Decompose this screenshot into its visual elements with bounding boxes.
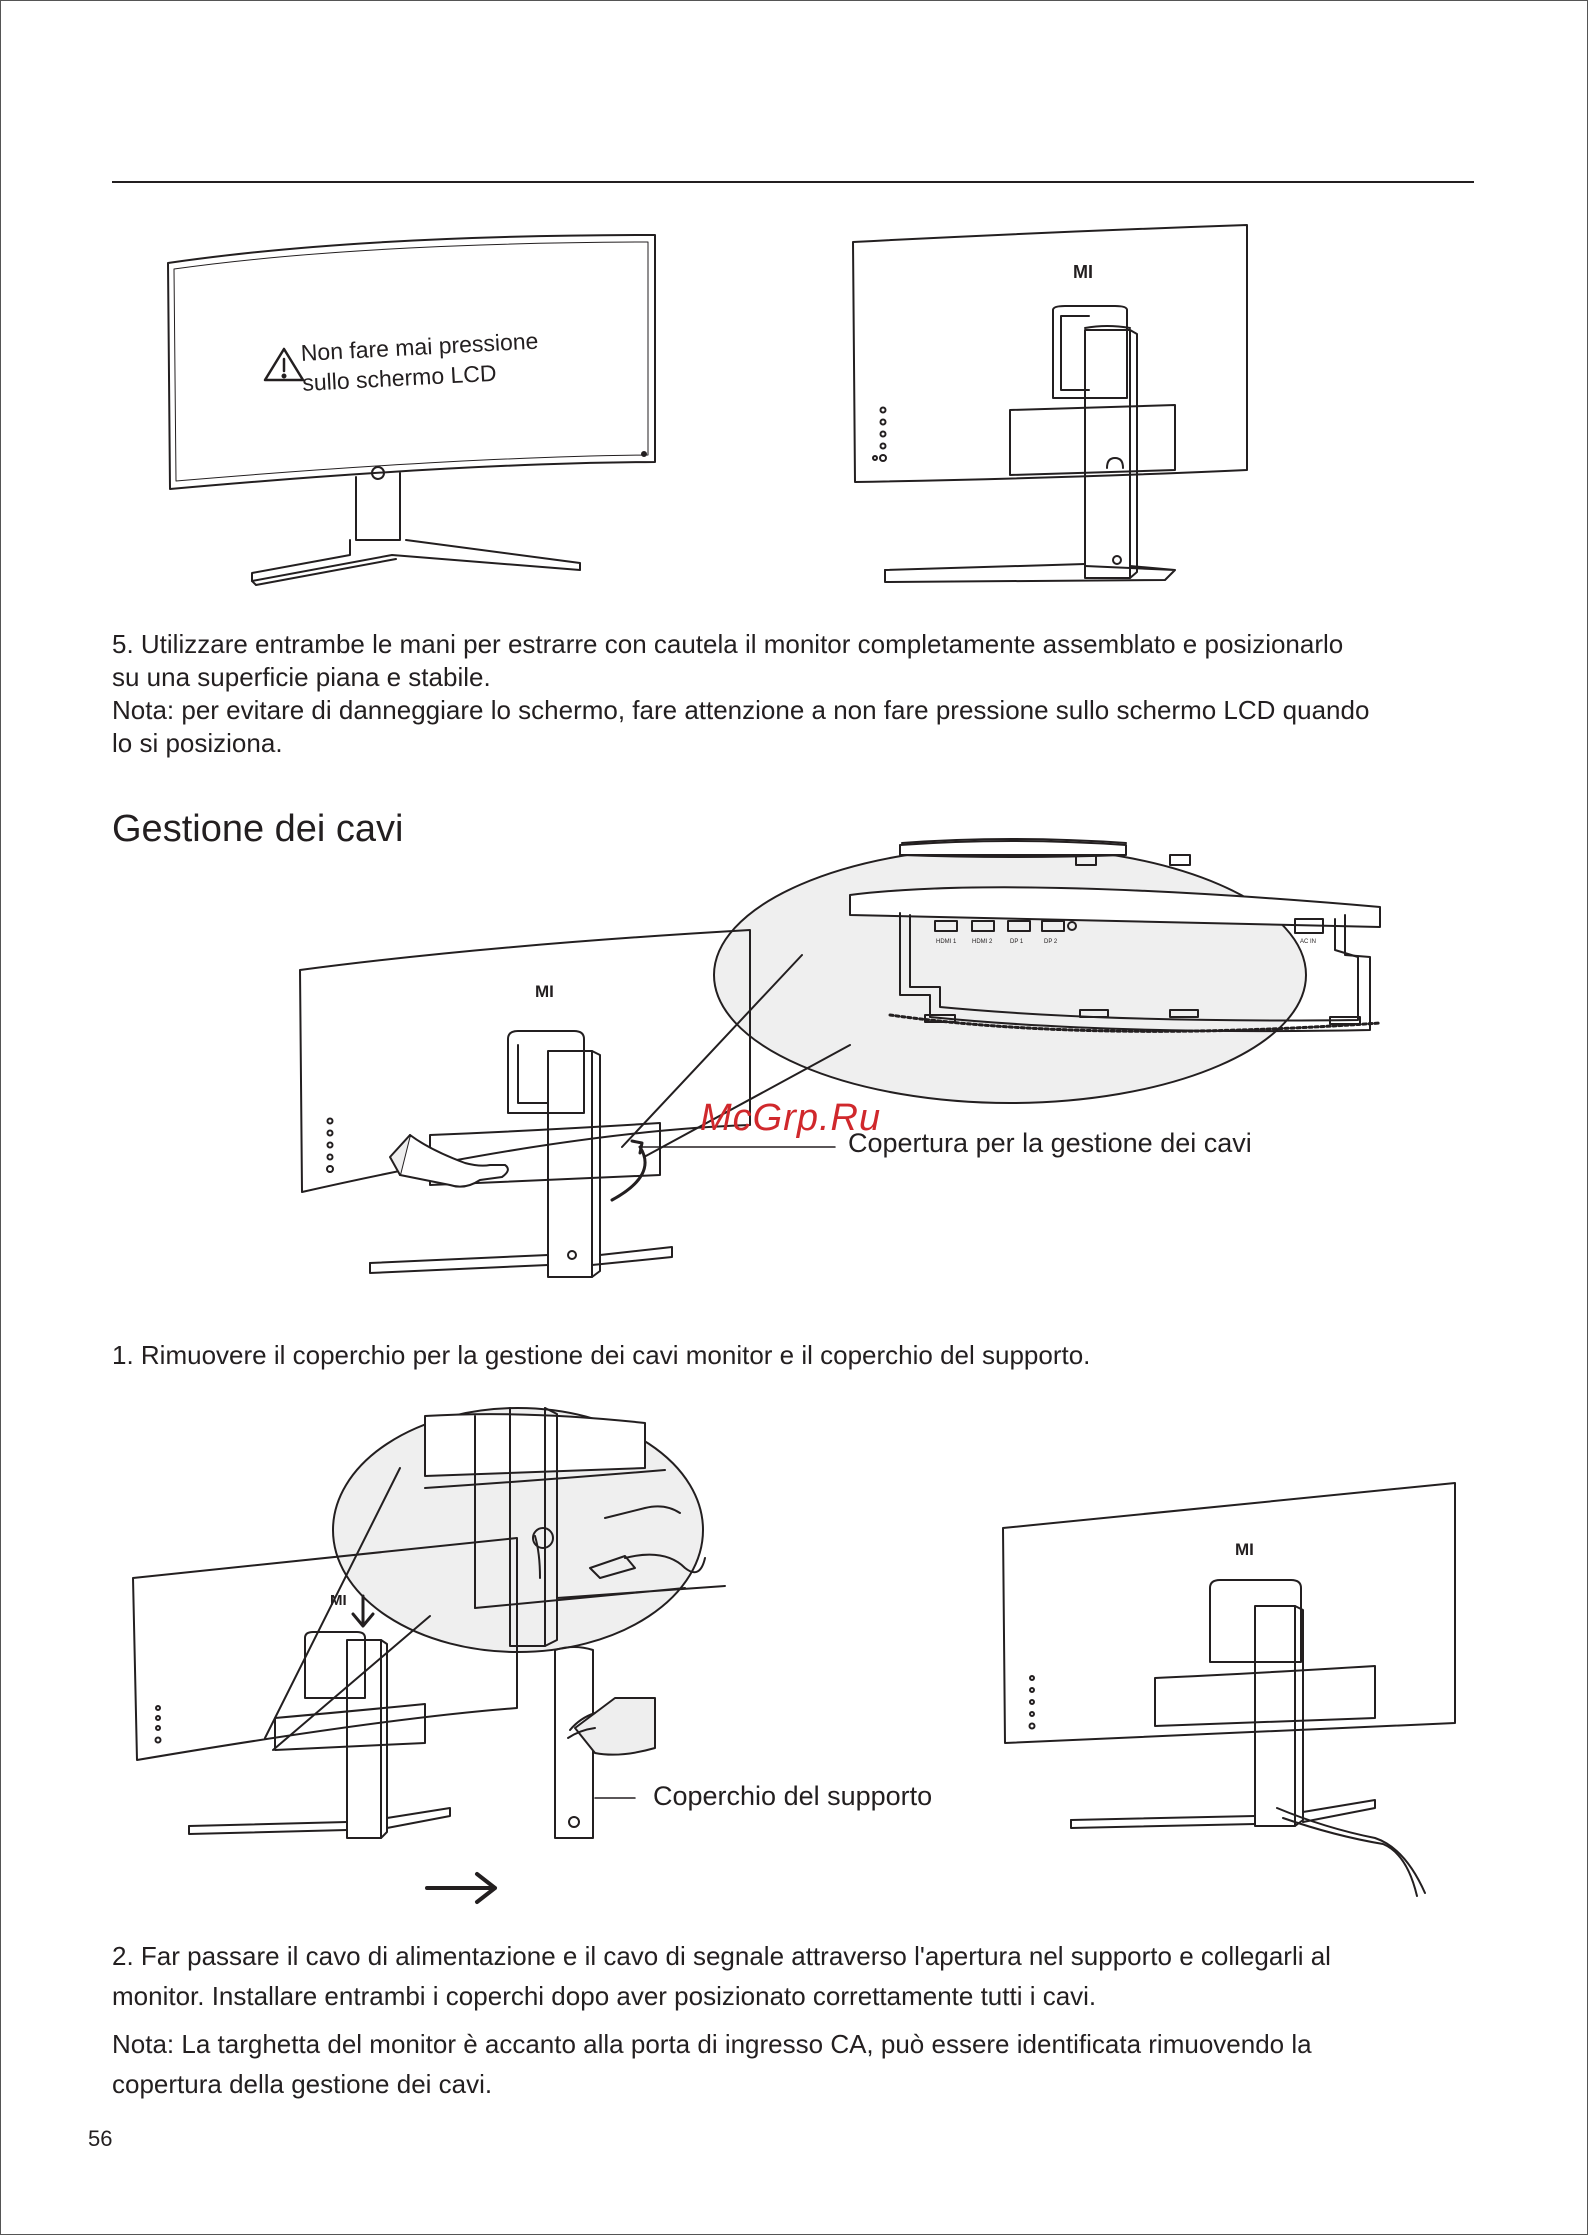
watermark: McGrp.Ru xyxy=(700,1097,882,1139)
zoom-detail-stand xyxy=(333,1408,725,1652)
step-2-note-line-2: copertura della gestione dei cavi. xyxy=(112,2069,493,2099)
monitor-rear-body-2 xyxy=(300,930,750,1192)
mi-logo-2: MI xyxy=(535,982,554,1001)
figure-stand-cover xyxy=(125,1408,1425,1908)
warning-line-2: sullo schermo LCD xyxy=(301,359,498,396)
warning-triangle-icon xyxy=(265,349,303,380)
port-label-dp1: DP 1 xyxy=(1010,939,1024,945)
monitor-front-base xyxy=(252,540,580,581)
monitor-rear-body-4 xyxy=(1003,1483,1455,1743)
cable-cover-callout: Copertura per la gestione dei cavi xyxy=(848,1128,1252,1158)
step-2-text xyxy=(112,1936,1331,2104)
figure-monitor-front xyxy=(160,225,680,595)
zoom-detail-ports xyxy=(714,839,1380,1103)
step-1-line: 1. Rimuovere il coperchio per la gestione dei cavi monitor e il coperchio del supporto. xyxy=(112,1340,1091,1370)
mi-logo-4: MI xyxy=(1235,1540,1254,1559)
figure-cable-cover xyxy=(290,845,1440,1290)
mi-logo-3: MI xyxy=(330,1592,347,1609)
mi-logo: MI xyxy=(1073,262,1093,282)
stand-cover-callout: Coperchio del supporto xyxy=(653,1781,933,1811)
monitor-rear-body xyxy=(853,225,1247,482)
warning-text xyxy=(300,326,541,398)
step-2-note-line-1: Nota: La targhetta del monitor è accanto alla porta di ingresso CA, può essere identificata rimuovendo la xyxy=(112,2029,1312,2059)
step-5-text xyxy=(112,628,1369,760)
step-5-line-2: su una superficie piana e stabile. xyxy=(112,662,491,692)
step-1-text xyxy=(112,1339,1090,1372)
port-label-hdmi1: HDMI 1 xyxy=(936,939,957,945)
port-label-ac-in: AC IN xyxy=(1300,939,1317,945)
header-rule xyxy=(112,181,1474,183)
step-5-line-1: 5. Utilizzare entrambe le mani per estrarre con cautela il monitor completamente assemblato e posizionarlo xyxy=(112,629,1344,659)
step-5-note-line-1: Nota: per evitare di danneggiare lo schermo, fare attenzione a non fare pressione sullo schermo LCD quando xyxy=(112,695,1370,725)
warning-line-1: Non fare mai pressione xyxy=(300,327,539,366)
section-title: Gestione dei cavi xyxy=(112,808,404,850)
step-2-line-1: 2. Far passare il cavo di alimentazione e il cavo di segnale attraverso l'apertura nel supporto e collegarli al xyxy=(112,1941,1331,1971)
port-label-dp2: DP 2 xyxy=(1044,939,1058,945)
page-number: 56 xyxy=(88,2126,113,2151)
port-label-hdmi2: HDMI 2 xyxy=(972,939,993,945)
step-2-line-2: monitor. Installare entrambi i coperchi dopo aver posizionato correttamente tutti i cavi. xyxy=(112,1981,1097,2011)
figure-monitor-rear xyxy=(845,220,1265,590)
step-5-note-line-2: lo si posiziona. xyxy=(112,728,283,758)
